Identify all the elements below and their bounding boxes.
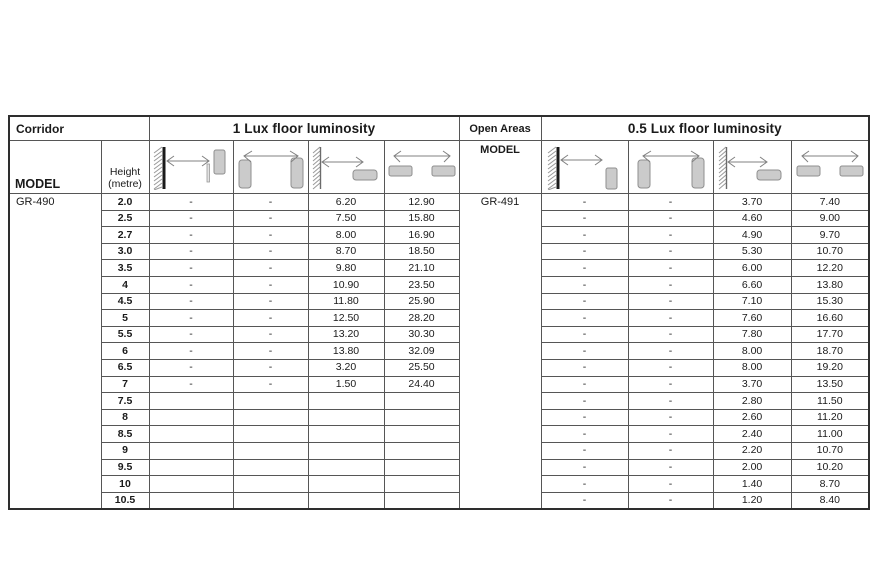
table-row	[9, 326, 869, 343]
value-cell: 32.09	[384, 343, 459, 360]
value-cell: 25.90	[384, 293, 459, 310]
table-row	[9, 194, 869, 211]
value-cell: 2.40	[713, 426, 791, 443]
two-vertical-detectors-spacing-icon	[233, 141, 308, 194]
table-row	[9, 276, 869, 293]
value-cell	[308, 426, 384, 443]
value-cell: -	[541, 426, 628, 443]
value-cell: 1.20	[713, 492, 791, 509]
value-cell	[384, 426, 459, 443]
value-cell	[149, 426, 233, 443]
value-cell	[384, 459, 459, 476]
value-cell	[149, 409, 233, 426]
value-cell: 17.70	[791, 326, 869, 343]
value-cell: -	[628, 260, 713, 277]
value-cell: 10.90	[308, 276, 384, 293]
value-cell: 1.40	[713, 476, 791, 493]
value-cell: -	[628, 310, 713, 327]
value-cell: 16.90	[384, 227, 459, 244]
value-cell: -	[628, 393, 713, 410]
section-header-row	[9, 116, 869, 141]
value-cell: 12.20	[791, 260, 869, 277]
height-cell: 2.0	[101, 194, 149, 211]
value-cell: 7.40	[791, 194, 869, 211]
value-cell: -	[541, 260, 628, 277]
value-cell: 3.70	[713, 194, 791, 211]
value-cell: -	[628, 293, 713, 310]
value-cell: -	[628, 227, 713, 244]
value-cell	[308, 492, 384, 509]
height-cell: 7.5	[101, 393, 149, 410]
value-cell: 2.00	[713, 459, 791, 476]
value-cell: 18.70	[791, 343, 869, 360]
height-cell: 3.5	[101, 260, 149, 277]
value-cell: -	[628, 376, 713, 393]
height-cell: 8.5	[101, 426, 149, 443]
column-header-row	[9, 141, 869, 194]
height-cell: 6.5	[101, 359, 149, 376]
value-cell: 8.70	[308, 243, 384, 260]
value-cell	[233, 409, 308, 426]
table-row	[9, 376, 869, 393]
value-cell: 13.80	[308, 343, 384, 360]
value-cell: 7.80	[713, 326, 791, 343]
value-cell: -	[233, 310, 308, 327]
table-row	[9, 293, 869, 310]
value-cell: -	[628, 194, 713, 211]
wall-to-ceiling-detector-range-icon	[713, 141, 791, 194]
value-cell: 7.10	[713, 293, 791, 310]
value-cell	[149, 476, 233, 493]
value-cell: -	[541, 194, 628, 211]
wall-mounted-vertical-detector-range-icon	[541, 141, 628, 194]
value-cell	[149, 393, 233, 410]
height-cell: 9.5	[101, 459, 149, 476]
value-cell: 15.80	[384, 210, 459, 227]
value-cell: 10.70	[791, 243, 869, 260]
table-row	[9, 260, 869, 277]
value-cell: -	[541, 293, 628, 310]
wall-to-ceiling-detector-range-icon	[308, 141, 384, 194]
value-cell: -	[541, 476, 628, 493]
value-cell: 30.30	[384, 326, 459, 343]
two-ceiling-detectors-spacing-icon	[791, 141, 869, 194]
value-cell: 8.00	[713, 343, 791, 360]
value-cell: -	[541, 343, 628, 360]
value-cell: 9.00	[791, 210, 869, 227]
value-cell: -	[149, 260, 233, 277]
value-cell: -	[149, 359, 233, 376]
table-row	[9, 210, 869, 227]
value-cell: 13.20	[308, 326, 384, 343]
value-cell: -	[541, 393, 628, 410]
value-cell: -	[628, 359, 713, 376]
value-cell: -	[149, 276, 233, 293]
value-cell	[233, 442, 308, 459]
value-cell: -	[233, 194, 308, 211]
value-cell: 16.60	[791, 310, 869, 327]
value-cell: -	[628, 426, 713, 443]
value-cell: 8.40	[791, 492, 869, 509]
height-cell: 7	[101, 376, 149, 393]
table-row	[9, 393, 869, 410]
table-row	[9, 426, 869, 443]
value-cell	[384, 409, 459, 426]
value-cell: -	[233, 276, 308, 293]
height-cell: 2.5	[101, 210, 149, 227]
value-cell	[308, 459, 384, 476]
table-row	[9, 409, 869, 426]
value-cell	[384, 476, 459, 493]
value-cell	[149, 442, 233, 459]
open-areas-section-label: Open Areas	[459, 116, 541, 141]
table-row	[9, 359, 869, 376]
value-cell: -	[149, 243, 233, 260]
value-cell: -	[541, 459, 628, 476]
value-cell: 12.90	[384, 194, 459, 211]
height-cell: 4.5	[101, 293, 149, 310]
corridor-section-label: Corridor	[9, 116, 149, 141]
value-cell: 15.30	[791, 293, 869, 310]
luminosity-spec-table	[8, 115, 870, 510]
model-value-left: GR-490	[9, 194, 101, 510]
value-cell: -	[149, 293, 233, 310]
height-cell: 3.0	[101, 243, 149, 260]
value-cell	[384, 442, 459, 459]
value-cell: -	[541, 310, 628, 327]
value-cell: -	[233, 227, 308, 244]
value-cell: 6.60	[713, 276, 791, 293]
table-row	[9, 442, 869, 459]
value-cell: 7.50	[308, 210, 384, 227]
value-cell: -	[541, 210, 628, 227]
value-cell: -	[149, 343, 233, 360]
value-cell: -	[233, 210, 308, 227]
value-cell: -	[233, 293, 308, 310]
half-lux-header: 0.5 Lux floor luminosity	[541, 116, 869, 141]
value-cell: 23.50	[384, 276, 459, 293]
height-cell: 9	[101, 442, 149, 459]
value-cell: -	[541, 442, 628, 459]
value-cell: -	[149, 376, 233, 393]
value-cell: 21.10	[384, 260, 459, 277]
value-cell: -	[233, 359, 308, 376]
value-cell: 12.50	[308, 310, 384, 327]
value-cell: 8.00	[713, 359, 791, 376]
value-cell: -	[233, 243, 308, 260]
value-cell: -	[628, 326, 713, 343]
two-ceiling-detectors-spacing-icon	[384, 141, 459, 194]
table-row	[9, 343, 869, 360]
value-cell: 19.20	[791, 359, 869, 376]
height-cell: 5.5	[101, 326, 149, 343]
value-cell: 3.70	[713, 376, 791, 393]
value-cell: 9.70	[791, 227, 869, 244]
value-cell: 5.30	[713, 243, 791, 260]
height-label: Height	[109, 165, 141, 178]
value-cell: 2.60	[713, 409, 791, 426]
height-column-header	[101, 141, 149, 194]
value-cell: 9.80	[308, 260, 384, 277]
value-cell: -	[628, 442, 713, 459]
value-cell: 3.20	[308, 359, 384, 376]
spec-table-body	[9, 194, 869, 510]
value-cell: -	[628, 476, 713, 493]
value-cell: 2.20	[713, 442, 791, 459]
value-cell	[233, 459, 308, 476]
height-cell: 10.5	[101, 492, 149, 509]
value-cell: 10.20	[791, 459, 869, 476]
value-cell	[233, 426, 308, 443]
value-cell: -	[541, 409, 628, 426]
value-cell: 13.50	[791, 376, 869, 393]
model-value-right: GR-491	[459, 194, 541, 510]
model-column-header-right: MODEL	[459, 141, 541, 194]
value-cell: 11.50	[791, 393, 869, 410]
height-unit-label: (metre)	[108, 178, 142, 191]
value-cell: 11.00	[791, 426, 869, 443]
value-cell: -	[628, 459, 713, 476]
height-cell: 5	[101, 310, 149, 327]
value-cell	[233, 476, 308, 493]
value-cell: -	[541, 492, 628, 509]
value-cell: -	[541, 326, 628, 343]
height-cell: 10	[101, 476, 149, 493]
value-cell: 4.60	[713, 210, 791, 227]
value-cell: 11.20	[791, 409, 869, 426]
one-lux-header: 1 Lux floor luminosity	[149, 116, 459, 141]
value-cell	[149, 492, 233, 509]
value-cell: -	[541, 359, 628, 376]
value-cell: -	[149, 210, 233, 227]
value-cell: -	[628, 243, 713, 260]
value-cell: -	[628, 210, 713, 227]
value-cell: 7.60	[713, 310, 791, 327]
value-cell: -	[628, 276, 713, 293]
value-cell	[384, 393, 459, 410]
model-column-header-left: MODEL	[9, 141, 101, 194]
value-cell: 8.70	[791, 476, 869, 493]
table-row	[9, 310, 869, 327]
value-cell	[233, 492, 308, 509]
value-cell	[308, 442, 384, 459]
table-row	[9, 243, 869, 260]
value-cell: -	[541, 376, 628, 393]
value-cell	[308, 476, 384, 493]
value-cell: -	[541, 227, 628, 244]
value-cell	[308, 409, 384, 426]
height-cell: 2.7	[101, 227, 149, 244]
value-cell	[384, 492, 459, 509]
table-row	[9, 492, 869, 509]
value-cell: 28.20	[384, 310, 459, 327]
value-cell: -	[149, 310, 233, 327]
table-row	[9, 459, 869, 476]
value-cell: 6.20	[308, 194, 384, 211]
value-cell: -	[149, 227, 233, 244]
value-cell: -	[628, 409, 713, 426]
value-cell: -	[233, 260, 308, 277]
value-cell: -	[233, 376, 308, 393]
value-cell: -	[541, 276, 628, 293]
value-cell: 13.80	[791, 276, 869, 293]
height-cell: 8	[101, 409, 149, 426]
value-cell: -	[149, 194, 233, 211]
wall-mounted-vertical-detector-range-icon	[149, 141, 233, 194]
value-cell: -	[628, 492, 713, 509]
value-cell: 24.40	[384, 376, 459, 393]
value-cell: 6.00	[713, 260, 791, 277]
value-cell: 8.00	[308, 227, 384, 244]
height-cell: 4	[101, 276, 149, 293]
value-cell: 1.50	[308, 376, 384, 393]
table-row	[9, 227, 869, 244]
value-cell	[149, 459, 233, 476]
value-cell	[233, 393, 308, 410]
value-cell: -	[233, 343, 308, 360]
value-cell: 25.50	[384, 359, 459, 376]
height-cell: 6	[101, 343, 149, 360]
two-vertical-detectors-spacing-icon	[628, 141, 713, 194]
value-cell	[308, 393, 384, 410]
table-row	[9, 476, 869, 493]
value-cell: 10.70	[791, 442, 869, 459]
value-cell: 11.80	[308, 293, 384, 310]
value-cell: -	[628, 343, 713, 360]
value-cell: 18.50	[384, 243, 459, 260]
value-cell: 4.90	[713, 227, 791, 244]
value-cell: -	[233, 326, 308, 343]
value-cell: -	[541, 243, 628, 260]
value-cell: 2.80	[713, 393, 791, 410]
value-cell: -	[149, 326, 233, 343]
